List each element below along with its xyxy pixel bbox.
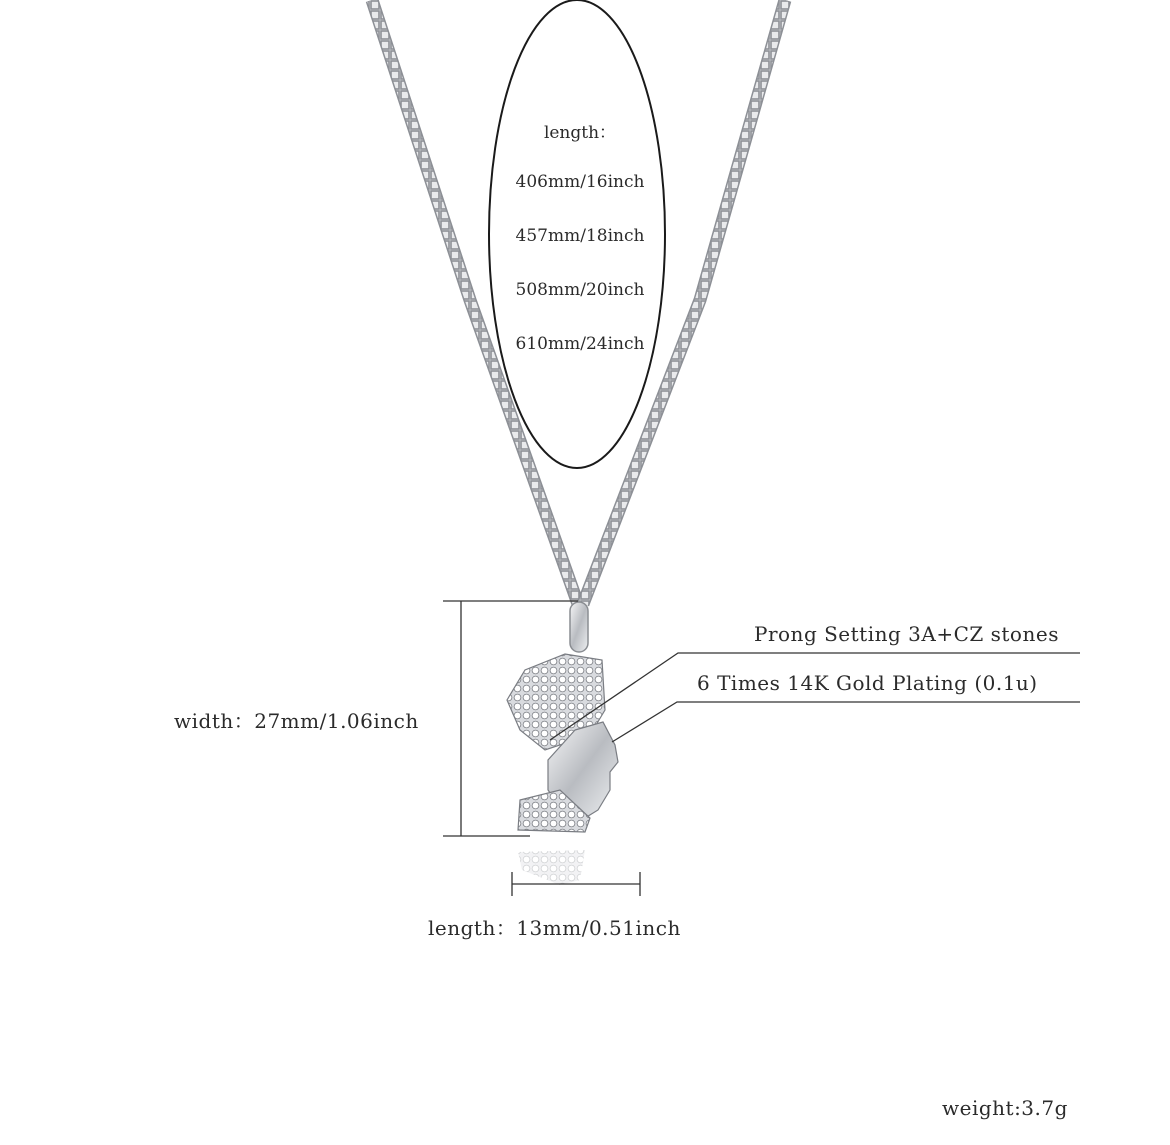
pendant-reflection [518, 850, 585, 885]
length-option: 508mm/20inch [515, 280, 645, 300]
plating-leader [612, 702, 1080, 742]
length-label: length：13mm/0.51inch [428, 916, 681, 940]
pendant-bail [570, 602, 588, 652]
setting-label: Prong Setting 3A+CZ stones [754, 622, 1059, 646]
plating-label: 6 Times 14K Gold Plating (0.1u) [697, 671, 1038, 695]
weight-label: weight:3.7g [942, 1096, 1068, 1120]
length-option: 610mm/24inch [515, 334, 645, 354]
width-label: width：27mm/1.06inch [174, 709, 419, 733]
setting-leader [550, 653, 1080, 740]
length-option: 406mm/16inch [515, 172, 645, 192]
length-heading: length： [543, 123, 617, 143]
length-option: 457mm/18inch [515, 226, 645, 246]
